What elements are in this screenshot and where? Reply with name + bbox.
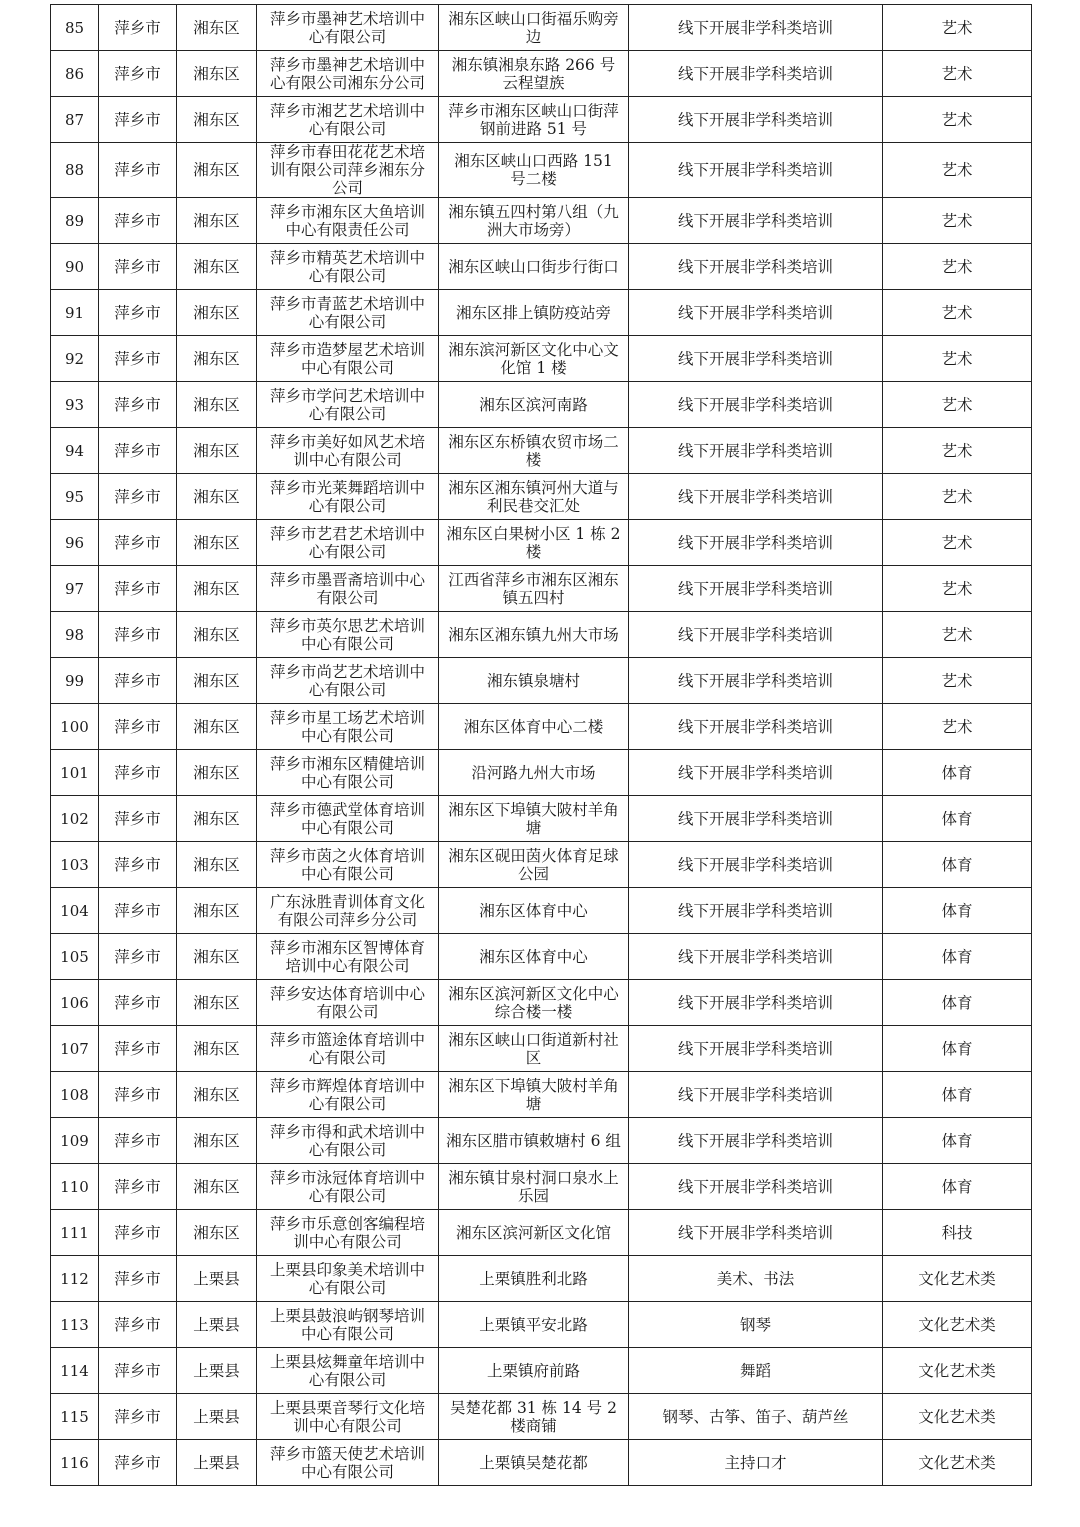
address-cell: 湘东区排上镇防疫站旁 [439,290,629,336]
category-cell: 艺术 [883,97,1032,143]
city-cell: 萍乡市 [99,428,177,474]
row-number: 90 [51,244,99,290]
training-type-cell: 钢琴 [629,1302,883,1348]
institution-name-cell: 萍乡市精英艺术培训中心有限公司 [257,244,439,290]
table-row [51,1210,1032,1256]
training-type-cell: 线下开展非学科类培训 [629,51,883,97]
training-type-cell: 舞蹈 [629,1348,883,1394]
category-cell: 文化艺术类 [883,1440,1032,1486]
district-cell: 湘东区 [177,566,257,612]
row-number: 114 [51,1348,99,1394]
row-number: 113 [51,1302,99,1348]
table-row [51,382,1032,428]
city-cell: 萍乡市 [99,842,177,888]
district-cell: 湘东区 [177,5,257,51]
institution-name-cell: 萍乡市青蓝艺术培训中心有限公司 [257,290,439,336]
row-number: 87 [51,97,99,143]
city-cell: 萍乡市 [99,336,177,382]
row-number: 112 [51,1256,99,1302]
row-number: 91 [51,290,99,336]
training-type-cell: 线下开展非学科类培训 [629,566,883,612]
training-type-cell: 线下开展非学科类培训 [629,1118,883,1164]
address-cell: 吴楚花都 31 栋 14 号 2 楼商铺 [439,1394,629,1440]
training-type-cell: 线下开展非学科类培训 [629,520,883,566]
row-number: 88 [51,143,99,198]
training-type-cell: 线下开展非学科类培训 [629,290,883,336]
training-type-cell: 线下开展非学科类培训 [629,474,883,520]
table-row [51,336,1032,382]
institution-name-cell: 萍乡市春田花花艺术培训有限公司萍乡湘东分公司 [257,143,439,198]
row-number: 97 [51,566,99,612]
category-cell: 体育 [883,888,1032,934]
city-cell: 萍乡市 [99,612,177,658]
address-cell: 湘东镇湘泉东路 266 号云程望族 [439,51,629,97]
training-type-cell: 线下开展非学科类培训 [629,934,883,980]
table-row [51,143,1032,198]
district-cell: 湘东区 [177,1072,257,1118]
training-type-cell: 线下开展非学科类培训 [629,1026,883,1072]
category-cell: 文化艺术类 [883,1302,1032,1348]
city-cell: 萍乡市 [99,1072,177,1118]
address-cell: 沿河路九州大市场 [439,750,629,796]
training-type-cell: 线下开展非学科类培训 [629,658,883,704]
table-row [51,612,1032,658]
institution-name-cell: 萍乡市墨晋斋培训中心有限公司 [257,566,439,612]
city-cell: 萍乡市 [99,1026,177,1072]
category-cell: 文化艺术类 [883,1256,1032,1302]
row-number: 116 [51,1440,99,1486]
address-cell: 湘东区峡山口街步行街口 [439,244,629,290]
training-type-cell: 线下开展非学科类培训 [629,796,883,842]
row-number: 102 [51,796,99,842]
address-cell: 湘东区滨河新区文化中心综合楼一楼 [439,980,629,1026]
district-cell: 湘东区 [177,1164,257,1210]
address-cell: 湘东区体育中心 [439,934,629,980]
city-cell: 萍乡市 [99,1440,177,1486]
category-cell: 文化艺术类 [883,1348,1032,1394]
address-cell: 萍乡市湘东区峡山口街萍钢前进路 51 号 [439,97,629,143]
city-cell: 萍乡市 [99,51,177,97]
category-cell: 体育 [883,1118,1032,1164]
category-cell: 艺术 [883,658,1032,704]
table-row [51,428,1032,474]
district-cell: 湘东区 [177,612,257,658]
table-row [51,1348,1032,1394]
city-cell: 萍乡市 [99,750,177,796]
district-cell: 湘东区 [177,888,257,934]
district-cell: 湘东区 [177,51,257,97]
city-cell: 萍乡市 [99,97,177,143]
city-cell: 萍乡市 [99,5,177,51]
table-row [51,474,1032,520]
institution-name-cell: 萍乡市学问艺术培训中心有限公司 [257,382,439,428]
row-number: 106 [51,980,99,1026]
table-row [51,750,1032,796]
district-cell: 湘东区 [177,520,257,566]
table-row [51,1302,1032,1348]
district-cell: 上栗县 [177,1394,257,1440]
row-number: 115 [51,1394,99,1440]
table-row [51,1026,1032,1072]
city-cell: 萍乡市 [99,1348,177,1394]
district-cell: 上栗县 [177,1440,257,1486]
city-cell: 萍乡市 [99,244,177,290]
training-type-cell: 线下开展非学科类培训 [629,5,883,51]
address-cell: 上栗镇平安北路 [439,1302,629,1348]
category-cell: 艺术 [883,244,1032,290]
district-cell: 湘东区 [177,704,257,750]
training-type-cell: 线下开展非学科类培训 [629,428,883,474]
training-type-cell: 线下开展非学科类培训 [629,382,883,428]
address-cell: 湘东区峡山口街福乐购旁边 [439,5,629,51]
institution-table [50,4,1032,1486]
city-cell: 萍乡市 [99,1210,177,1256]
institution-name-cell: 萍乡市湘艺艺术培训中心有限公司 [257,97,439,143]
address-cell: 湘东区峡山口西路 151 号二楼 [439,143,629,198]
institution-name-cell: 上栗县鼓浪屿钢琴培训中心有限公司 [257,1302,439,1348]
table-row [51,244,1032,290]
table-row [51,704,1032,750]
row-number: 85 [51,5,99,51]
address-cell: 上栗镇府前路 [439,1348,629,1394]
row-number: 111 [51,1210,99,1256]
institution-name-cell: 上栗县印象美术培训中心有限公司 [257,1256,439,1302]
category-cell: 艺术 [883,612,1032,658]
address-cell: 湘东区峡山口街道新村社区 [439,1026,629,1072]
training-type-cell: 线下开展非学科类培训 [629,842,883,888]
city-cell: 萍乡市 [99,1256,177,1302]
category-cell: 艺术 [883,290,1032,336]
address-cell: 湘东镇泉塘村 [439,658,629,704]
city-cell: 萍乡市 [99,520,177,566]
address-cell: 上栗镇吴楚花都 [439,1440,629,1486]
category-cell: 艺术 [883,382,1032,428]
address-cell: 湘东区下埠镇大陂村羊角塘 [439,796,629,842]
institution-name-cell: 萍乡市得和武术培训中心有限公司 [257,1118,439,1164]
address-cell: 湘东镇甘泉村洞口泉水上乐园 [439,1164,629,1210]
table-row [51,980,1032,1026]
table-row [51,520,1032,566]
training-type-cell: 美术、书法 [629,1256,883,1302]
training-type-cell: 线下开展非学科类培训 [629,704,883,750]
category-cell: 体育 [883,934,1032,980]
table-row [51,842,1032,888]
category-cell: 体育 [883,1164,1032,1210]
table-row [51,1164,1032,1210]
category-cell: 艺术 [883,5,1032,51]
address-cell: 湘东滨河新区文化中心文化馆 1 楼 [439,336,629,382]
institution-name-cell: 萍乡市光莱舞蹈培训中心有限公司 [257,474,439,520]
district-cell: 湘东区 [177,290,257,336]
address-cell: 湘东区白果树小区 1 栋 2 楼 [439,520,629,566]
district-cell: 湘东区 [177,382,257,428]
institution-name-cell: 萍乡市墨神艺术培训中心有限公司 [257,5,439,51]
district-cell: 湘东区 [177,750,257,796]
city-cell: 萍乡市 [99,290,177,336]
table-row [51,290,1032,336]
institution-name-cell: 萍乡市篮途体育培训中心有限公司 [257,1026,439,1072]
training-type-cell: 线下开展非学科类培训 [629,612,883,658]
district-cell: 湘东区 [177,474,257,520]
institution-name-cell: 萍乡市湘东区智博体育培训中心有限公司 [257,934,439,980]
district-cell: 湘东区 [177,934,257,980]
training-type-cell: 线下开展非学科类培训 [629,750,883,796]
training-type-cell: 线下开展非学科类培训 [629,980,883,1026]
category-cell: 艺术 [883,428,1032,474]
table-row [51,888,1032,934]
address-cell: 湘东区砚田茵火体育足球公园 [439,842,629,888]
training-type-cell: 线下开展非学科类培训 [629,1164,883,1210]
district-cell: 湘东区 [177,143,257,198]
district-cell: 湘东区 [177,428,257,474]
table-row [51,934,1032,980]
table-row [51,796,1032,842]
district-cell: 湘东区 [177,244,257,290]
row-number: 104 [51,888,99,934]
city-cell: 萍乡市 [99,566,177,612]
row-number: 93 [51,382,99,428]
address-cell: 湘东区滨河新区文化馆 [439,1210,629,1256]
district-cell: 上栗县 [177,1348,257,1394]
category-cell: 艺术 [883,520,1032,566]
category-cell: 体育 [883,1026,1032,1072]
category-cell: 体育 [883,842,1032,888]
training-type-cell: 线下开展非学科类培训 [629,336,883,382]
institution-name-cell: 萍乡市茵之火体育培训中心有限公司 [257,842,439,888]
city-cell: 萍乡市 [99,1118,177,1164]
training-type-cell: 线下开展非学科类培训 [629,97,883,143]
training-type-cell: 钢琴、古筝、笛子、葫芦丝 [629,1394,883,1440]
institution-name-cell: 萍乡市湘东区精健培训中心有限公司 [257,750,439,796]
table-row [51,1072,1032,1118]
training-type-cell: 线下开展非学科类培训 [629,1210,883,1256]
institution-name-cell: 萍乡市英尔思艺术培训中心有限公司 [257,612,439,658]
row-number: 108 [51,1072,99,1118]
row-number: 109 [51,1118,99,1164]
city-cell: 萍乡市 [99,143,177,198]
training-type-cell: 线下开展非学科类培训 [629,888,883,934]
table-row [51,1440,1032,1486]
row-number: 94 [51,428,99,474]
address-cell: 湘东区东桥镇农贸市场二楼 [439,428,629,474]
district-cell: 上栗县 [177,1302,257,1348]
table-row [51,1394,1032,1440]
address-cell: 湘东区体育中心二楼 [439,704,629,750]
category-cell: 艺术 [883,51,1032,97]
row-number: 96 [51,520,99,566]
row-number: 110 [51,1164,99,1210]
city-cell: 萍乡市 [99,888,177,934]
institution-name-cell: 萍乡市辉煌体育培训中心有限公司 [257,1072,439,1118]
address-cell: 湘东区湘东镇河州大道与利民巷交汇处 [439,474,629,520]
row-number: 107 [51,1026,99,1072]
district-cell: 湘东区 [177,1210,257,1256]
category-cell: 艺术 [883,474,1032,520]
address-cell: 湘东区腊市镇敕塘村 6 组 [439,1118,629,1164]
category-cell: 艺术 [883,566,1032,612]
category-cell: 科技 [883,1210,1032,1256]
institution-name-cell: 萍乡市星工场艺术培训中心有限公司 [257,704,439,750]
institution-name-cell: 萍乡市艺君艺术培训中心有限公司 [257,520,439,566]
training-type-cell: 线下开展非学科类培训 [629,198,883,244]
institution-name-cell: 上栗县炫舞童年培训中心有限公司 [257,1348,439,1394]
district-cell: 湘东区 [177,336,257,382]
institution-name-cell: 萍乡市墨神艺术培训中心有限公司湘东分公司 [257,51,439,97]
row-number: 99 [51,658,99,704]
institution-name-cell: 萍乡市尚艺艺术培训中心有限公司 [257,658,439,704]
category-cell: 艺术 [883,336,1032,382]
institution-name-cell: 萍乡市美好如风艺术培训中心有限公司 [257,428,439,474]
table-row [51,658,1032,704]
training-type-cell: 主持口才 [629,1440,883,1486]
row-number: 86 [51,51,99,97]
city-cell: 萍乡市 [99,658,177,704]
district-cell: 湘东区 [177,842,257,888]
district-cell: 湘东区 [177,1118,257,1164]
address-cell: 湘东镇五四村第八组（九洲大市场旁） [439,198,629,244]
address-cell: 湘东区滨河南路 [439,382,629,428]
training-type-cell: 线下开展非学科类培训 [629,1072,883,1118]
address-cell: 湘东区下埠镇大陂村羊角塘 [439,1072,629,1118]
row-number: 95 [51,474,99,520]
table-row [51,1256,1032,1302]
city-cell: 萍乡市 [99,474,177,520]
institution-name-cell: 萍乡市篮天使艺术培训中心有限公司 [257,1440,439,1486]
city-cell: 萍乡市 [99,980,177,1026]
address-cell: 江西省萍乡市湘东区湘东镇五四村 [439,566,629,612]
table-row [51,5,1032,51]
city-cell: 萍乡市 [99,1302,177,1348]
table-row [51,566,1032,612]
institution-name-cell: 萍乡市乐意创客编程培训中心有限公司 [257,1210,439,1256]
category-cell: 体育 [883,750,1032,796]
table-row [51,97,1032,143]
category-cell: 体育 [883,1072,1032,1118]
institution-name-cell: 萍乡市德武堂体育培训中心有限公司 [257,796,439,842]
district-cell: 上栗县 [177,1256,257,1302]
district-cell: 湘东区 [177,97,257,143]
row-number: 105 [51,934,99,980]
district-cell: 湘东区 [177,980,257,1026]
institution-name-cell: 萍乡市湘东区大鱼培训中心有限责任公司 [257,198,439,244]
table-row [51,198,1032,244]
training-type-cell: 线下开展非学科类培训 [629,244,883,290]
institution-name-cell: 广东泳胜青训体育文化有限公司萍乡分公司 [257,888,439,934]
row-number: 103 [51,842,99,888]
city-cell: 萍乡市 [99,796,177,842]
institution-name-cell: 萍乡市泳冠体育培训中心有限公司 [257,1164,439,1210]
institution-name-cell: 上栗县栗音琴行文化培训中心有限公司 [257,1394,439,1440]
category-cell: 艺术 [883,198,1032,244]
institution-name-cell: 萍乡市造梦屋艺术培训中心有限公司 [257,336,439,382]
address-cell: 湘东区体育中心 [439,888,629,934]
row-number: 101 [51,750,99,796]
category-cell: 体育 [883,980,1032,1026]
category-cell: 艺术 [883,704,1032,750]
category-cell: 体育 [883,796,1032,842]
city-cell: 萍乡市 [99,934,177,980]
city-cell: 萍乡市 [99,1394,177,1440]
district-cell: 湘东区 [177,1026,257,1072]
row-number: 92 [51,336,99,382]
address-cell: 上栗镇胜利北路 [439,1256,629,1302]
category-cell: 艺术 [883,143,1032,198]
row-number: 98 [51,612,99,658]
city-cell: 萍乡市 [99,1164,177,1210]
training-type-cell: 线下开展非学科类培训 [629,143,883,198]
city-cell: 萍乡市 [99,704,177,750]
table-body [51,5,1032,1486]
city-cell: 萍乡市 [99,382,177,428]
district-cell: 湘东区 [177,796,257,842]
institution-name-cell: 萍乡安达体育培训中心有限公司 [257,980,439,1026]
row-number: 89 [51,198,99,244]
table-row [51,51,1032,97]
city-cell: 萍乡市 [99,198,177,244]
row-number: 100 [51,704,99,750]
district-cell: 湘东区 [177,658,257,704]
address-cell: 湘东区湘东镇九州大市场 [439,612,629,658]
category-cell: 文化艺术类 [883,1394,1032,1440]
district-cell: 湘东区 [177,198,257,244]
table-row [51,1118,1032,1164]
